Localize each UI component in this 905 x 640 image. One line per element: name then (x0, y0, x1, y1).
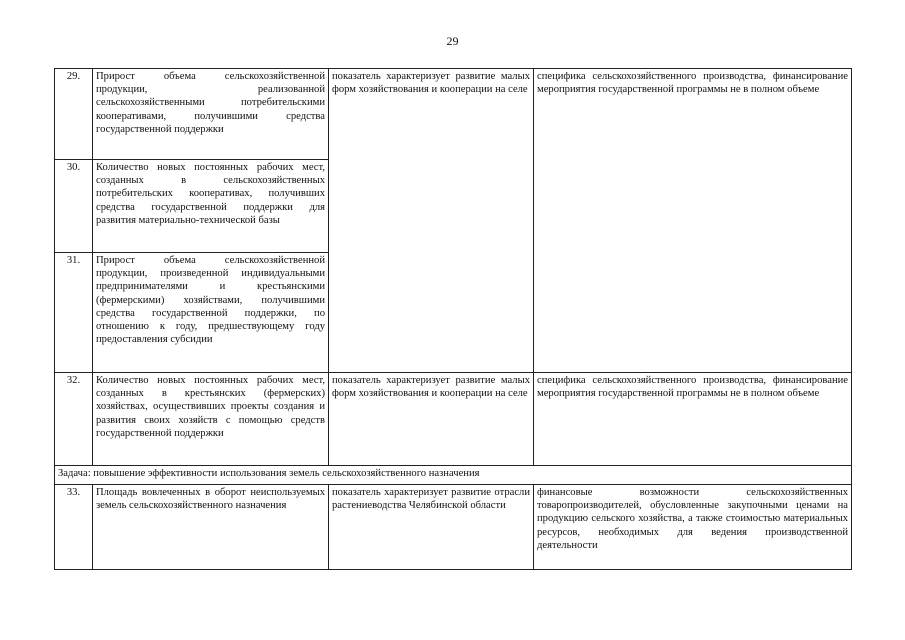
indicator-name: Количество новых постоянных рабочих мест, созданных в сельскохозяйственных потребительских кооперативах, получивших средства государственной поддержки для развития материально-технической базы (93, 160, 329, 253)
table-row (55, 485, 852, 570)
task-heading: Задача: повышение эффективности использования земель сельскохозяйственного назначения (55, 466, 852, 485)
row-number: 32. (55, 373, 93, 466)
indicator-characterization: показатель характеризует развитие малых форм хозяйствования и кооперации на селе (329, 69, 534, 373)
influencing-factors: специфика сельскохозяйственного производства, финансирование мероприятия государственной программы не в полном объеме (534, 69, 852, 373)
indicator-characterization: показатель характеризует развитие малых форм хозяйствования и кооперации на селе (329, 373, 534, 466)
indicator-name: Площадь вовлеченных в оборот неиспользуемых земель сельскохозяйственного назначения (93, 485, 329, 570)
row-number: 29. (55, 69, 93, 160)
indicator-name: Прирост объема сельскохозяйственной продукции, произведенной индивидуальными предпринимателями и крестьянскими (фермерскими) хозяйствами, получившими средства государственной поддержки, по отношению к году, предшествующему году предоставления субсидии (93, 253, 329, 373)
table-row (55, 69, 852, 160)
row-number: 33. (55, 485, 93, 570)
influencing-factors: специфика сельскохозяйственного производства, финансирование мероприятия государственной программы не в полном объеме (534, 373, 852, 466)
page-number: 29 (446, 34, 459, 48)
row-number: 31. (55, 253, 93, 373)
indicator-characterization: показатель характеризует развитие отрасли растениеводства Челябинской области (329, 485, 534, 570)
table-row (55, 373, 852, 466)
indicator-name: Количество новых постоянных рабочих мест, созданных в крестьянских (фермерских) хозяйствах, осуществивших проекты создания и развития своих хозяйств с помощью средств государственной поддержки (93, 373, 329, 466)
task-row (55, 466, 852, 485)
influencing-factors: финансовые возможности сельскохозяйственных товаропроизводителей, обусловленные закупочными ценами на продукцию сельского хозяйства, а также стоимостью материальных ресурсов, необходимых для ведения производственной деятельности (534, 485, 852, 570)
indicators-table (54, 68, 852, 570)
row-number: 30. (55, 160, 93, 253)
indicator-name: Прирост объема сельскохозяйственной продукции, реализованной сельскохозяйственными потребительскими кооперативами, получившими средства государственной поддержки (93, 69, 329, 160)
